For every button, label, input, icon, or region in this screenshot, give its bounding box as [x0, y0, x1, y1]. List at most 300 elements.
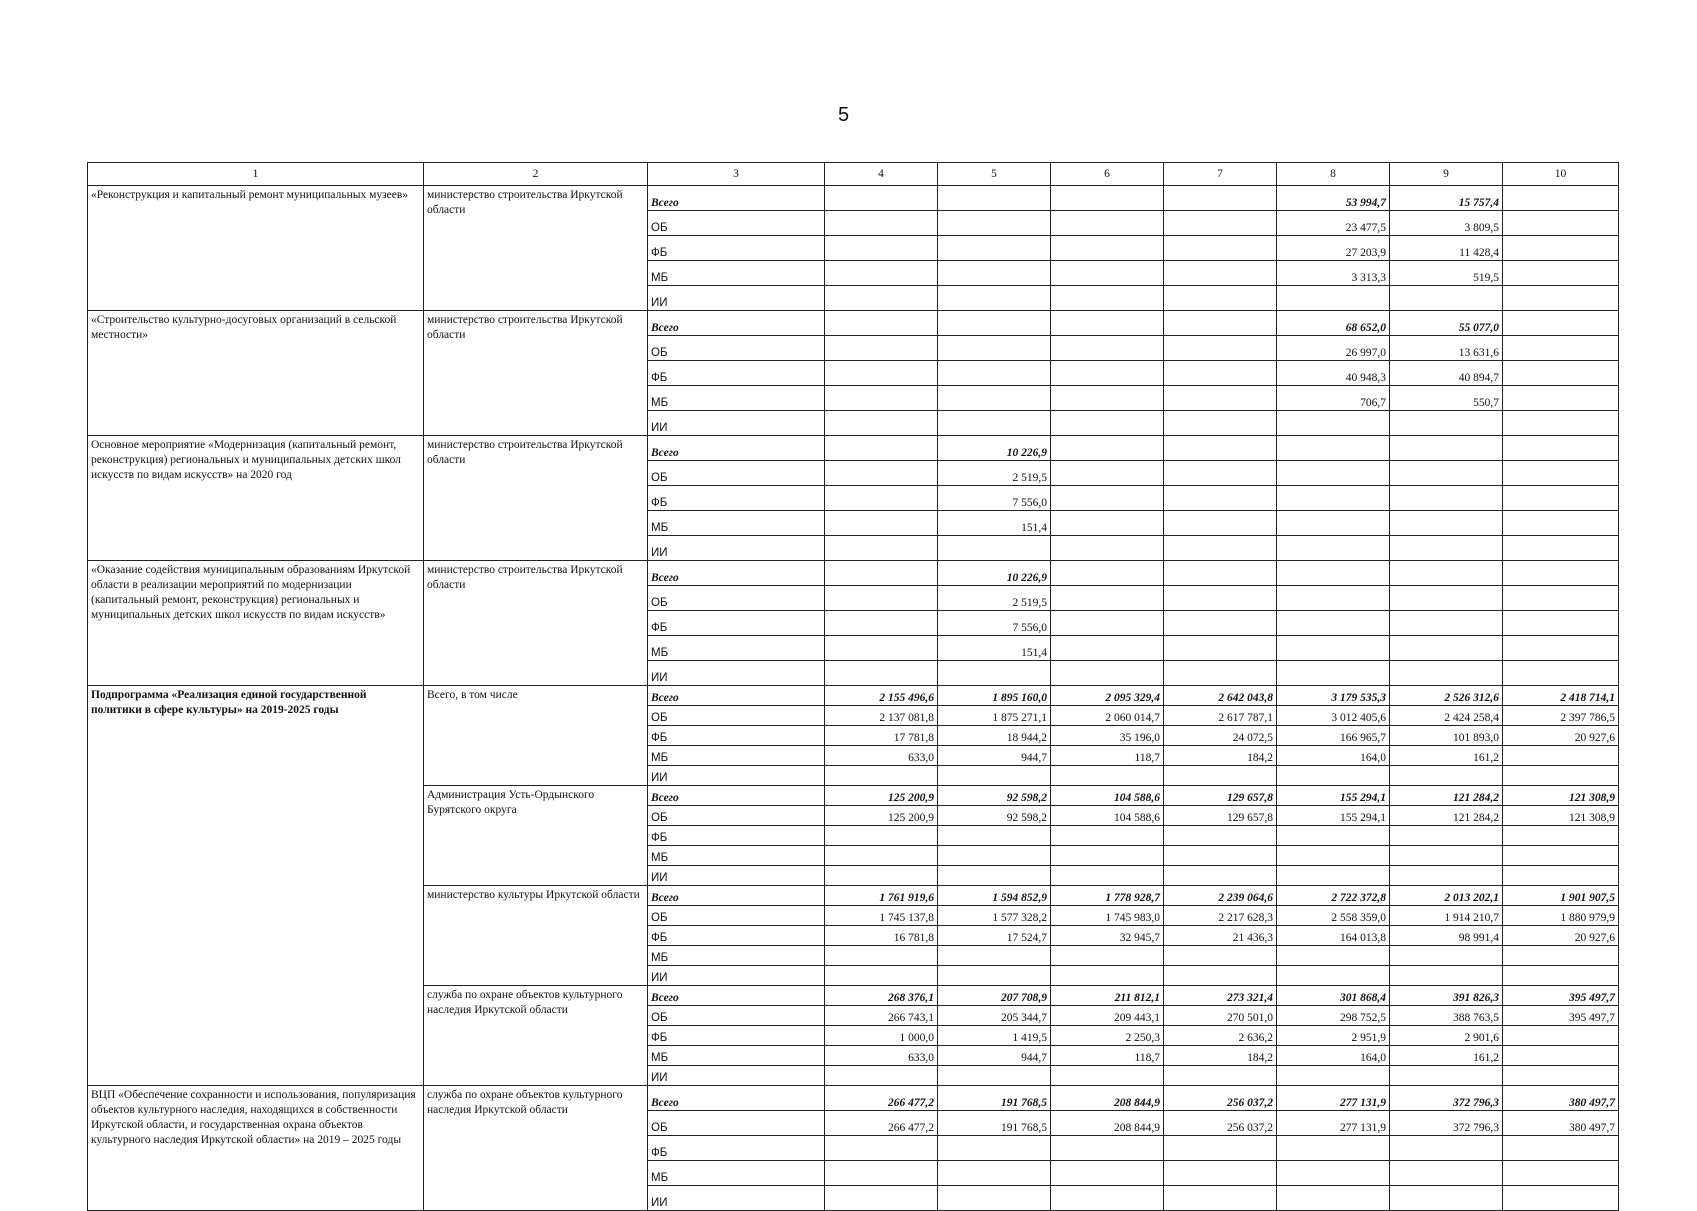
amount-cell: [1503, 1186, 1619, 1211]
amount-cell: [1051, 336, 1164, 361]
page-number: 5: [838, 104, 850, 126]
amount-cell: 211 812,1: [1051, 986, 1164, 1006]
amount-cell: [1503, 386, 1619, 411]
amount-cell: 164,0: [1277, 1046, 1390, 1066]
amount-cell: [938, 186, 1051, 211]
program-name: «Строительство культурно-досуговых организаций в сельской местности»: [88, 311, 424, 436]
amount-cell: 164,0: [1277, 746, 1390, 766]
amount-cell: [1503, 311, 1619, 336]
amount-cell: [1164, 336, 1277, 361]
amount-cell: [1277, 636, 1390, 661]
funding-source: ОБ: [648, 906, 825, 926]
amount-cell: [1051, 766, 1164, 786]
amount-cell: [1503, 636, 1619, 661]
amount-cell: 944,7: [938, 746, 1051, 766]
executor-name: министерство строительства Иркутской области: [424, 436, 648, 561]
amount-cell: [1390, 286, 1503, 311]
amount-cell: [1164, 261, 1277, 286]
amount-cell: 1 880 979,9: [1503, 906, 1619, 926]
amount-cell: [1277, 486, 1390, 511]
amount-cell: [1051, 386, 1164, 411]
column-header: 5: [938, 163, 1051, 186]
amount-cell: 266 477,2: [825, 1086, 938, 1111]
amount-cell: 270 501,0: [1164, 1006, 1277, 1026]
amount-cell: 2 901,6: [1390, 1026, 1503, 1046]
amount-cell: 104 588,6: [1051, 806, 1164, 826]
amount-cell: 125 200,9: [825, 786, 938, 806]
amount-cell: [825, 561, 938, 586]
amount-cell: 68 652,0: [1277, 311, 1390, 336]
funding-source: МБ: [648, 636, 825, 661]
amount-cell: 121 284,2: [1390, 786, 1503, 806]
amount-cell: [1051, 661, 1164, 686]
funding-source: ОБ: [648, 211, 825, 236]
amount-cell: 1 901 907,5: [1503, 886, 1619, 906]
funding-source: ФБ: [648, 826, 825, 846]
amount-cell: [1503, 661, 1619, 686]
amount-cell: [1503, 236, 1619, 261]
amount-cell: [1164, 436, 1277, 461]
amount-cell: 10 226,9: [938, 561, 1051, 586]
amount-cell: 2 217 628,3: [1164, 906, 1277, 926]
amount-cell: [1277, 511, 1390, 536]
amount-cell: [1164, 186, 1277, 211]
amount-cell: [1164, 386, 1277, 411]
amount-cell: [825, 236, 938, 261]
amount-cell: [938, 261, 1051, 286]
program-name: Основное мероприятие «Модернизация (капитальный ремонт, реконструкция) региональных и муниципальных детских школ искусств по видам искусств» на 2020 год: [88, 436, 424, 561]
amount-cell: [1164, 661, 1277, 686]
amount-cell: [1164, 866, 1277, 886]
table-row: [88, 186, 1619, 211]
amount-cell: [1277, 1161, 1390, 1186]
column-header: 2: [424, 163, 648, 186]
amount-cell: [1503, 186, 1619, 211]
amount-cell: [825, 826, 938, 846]
amount-cell: [1051, 286, 1164, 311]
amount-cell: [825, 261, 938, 286]
table-row: [88, 436, 1619, 461]
amount-cell: [1390, 461, 1503, 486]
amount-cell: [1503, 536, 1619, 561]
amount-cell: [825, 336, 938, 361]
program-name: Подпрограмма «Реализация единой государственной политики в сфере культуры» на 2019-2025 годы: [88, 686, 424, 1086]
amount-cell: [1051, 826, 1164, 846]
amount-cell: 2 642 043,8: [1164, 686, 1277, 706]
table-row: [88, 561, 1619, 586]
amount-cell: [1164, 1186, 1277, 1211]
amount-cell: [938, 236, 1051, 261]
amount-cell: [938, 661, 1051, 686]
amount-cell: [1164, 1161, 1277, 1186]
funding-source: ФБ: [648, 486, 825, 511]
amount-cell: [1503, 511, 1619, 536]
amount-cell: 395 497,7: [1503, 1006, 1619, 1026]
amount-cell: 15 757,4: [1390, 186, 1503, 211]
amount-cell: 118,7: [1051, 746, 1164, 766]
amount-cell: [938, 966, 1051, 986]
funding-source: МБ: [648, 846, 825, 866]
amount-cell: 151,4: [938, 636, 1051, 661]
amount-cell: [1277, 766, 1390, 786]
amount-cell: [1051, 511, 1164, 536]
amount-cell: 1 745 137,8: [825, 906, 938, 926]
amount-cell: [1164, 586, 1277, 611]
amount-cell: [938, 386, 1051, 411]
amount-cell: 7 556,0: [938, 486, 1051, 511]
amount-cell: [1164, 946, 1277, 966]
amount-cell: [938, 826, 1051, 846]
amount-cell: [1051, 1066, 1164, 1086]
amount-cell: [1277, 1136, 1390, 1161]
amount-cell: 256 037,2: [1164, 1086, 1277, 1111]
amount-cell: [1390, 511, 1503, 536]
amount-cell: [825, 1066, 938, 1086]
amount-cell: 101 893,0: [1390, 726, 1503, 746]
amount-cell: [1164, 536, 1277, 561]
amount-cell: [1051, 436, 1164, 461]
funding-source: МБ: [648, 746, 825, 766]
executor-name: служба по охране объектов культурного наследия Иркутской области: [424, 986, 648, 1086]
amount-cell: 2 013 202,1: [1390, 886, 1503, 906]
funding-source: ИИ: [648, 661, 825, 686]
amount-cell: [1277, 966, 1390, 986]
amount-cell: 121 308,9: [1503, 806, 1619, 826]
budget-table: [87, 162, 1619, 1211]
amount-cell: [1051, 536, 1164, 561]
amount-cell: 372 796,3: [1390, 1111, 1503, 1136]
funding-source: МБ: [648, 1046, 825, 1066]
amount-cell: 17 781,8: [825, 726, 938, 746]
amount-cell: [1051, 186, 1164, 211]
amount-cell: [1051, 1186, 1164, 1211]
amount-cell: [938, 361, 1051, 386]
amount-cell: 13 631,6: [1390, 336, 1503, 361]
column-header: 1: [88, 163, 424, 186]
amount-cell: [1503, 826, 1619, 846]
executor-name: министерство строительства Иркутской области: [424, 186, 648, 311]
amount-cell: 121 284,2: [1390, 806, 1503, 826]
amount-cell: 395 497,7: [1503, 986, 1619, 1006]
funding-source: ИИ: [648, 1186, 825, 1211]
amount-cell: [825, 536, 938, 561]
amount-cell: [825, 211, 938, 236]
funding-source: ОБ: [648, 1111, 825, 1136]
funding-source: Всего: [648, 311, 825, 336]
amount-cell: [1390, 611, 1503, 636]
amount-cell: [1390, 766, 1503, 786]
amount-cell: [825, 966, 938, 986]
amount-cell: [1164, 611, 1277, 636]
funding-source: Всего: [648, 986, 825, 1006]
amount-cell: [1503, 411, 1619, 436]
amount-cell: [1503, 1026, 1619, 1046]
funding-source: ФБ: [648, 726, 825, 746]
table-row: [88, 686, 1619, 706]
amount-cell: [1503, 946, 1619, 966]
amount-cell: [938, 411, 1051, 436]
amount-cell: 1 594 852,9: [938, 886, 1051, 906]
amount-cell: [825, 661, 938, 686]
amount-cell: 2 519,5: [938, 461, 1051, 486]
amount-cell: [825, 461, 938, 486]
funding-source: ОБ: [648, 461, 825, 486]
amount-cell: [1390, 436, 1503, 461]
amount-cell: 53 994,7: [1277, 186, 1390, 211]
amount-cell: 1 761 919,6: [825, 886, 938, 906]
amount-cell: 1 745 983,0: [1051, 906, 1164, 926]
amount-cell: [1051, 946, 1164, 966]
amount-cell: [1390, 826, 1503, 846]
amount-cell: 3 012 405,6: [1277, 706, 1390, 726]
amount-cell: 298 752,5: [1277, 1006, 1390, 1026]
amount-cell: 1 419,5: [938, 1026, 1051, 1046]
amount-cell: [1051, 586, 1164, 611]
amount-cell: 92 598,2: [938, 806, 1051, 826]
amount-cell: [1164, 211, 1277, 236]
amount-cell: 161,2: [1390, 1046, 1503, 1066]
amount-cell: 633,0: [825, 1046, 938, 1066]
amount-cell: 21 436,3: [1164, 926, 1277, 946]
amount-cell: [1503, 436, 1619, 461]
amount-cell: [825, 386, 938, 411]
amount-cell: [825, 766, 938, 786]
amount-cell: [1390, 536, 1503, 561]
amount-cell: [1164, 966, 1277, 986]
amount-cell: [1503, 766, 1619, 786]
funding-source: Всего: [648, 186, 825, 211]
amount-cell: [1503, 586, 1619, 611]
funding-source: Всего: [648, 786, 825, 806]
column-header: 3: [648, 163, 825, 186]
amount-cell: 17 524,7: [938, 926, 1051, 946]
amount-cell: 380 497,7: [1503, 1086, 1619, 1111]
amount-cell: [825, 846, 938, 866]
amount-cell: [1277, 536, 1390, 561]
amount-cell: 20 927,6: [1503, 726, 1619, 746]
amount-cell: [1164, 636, 1277, 661]
funding-source: Всего: [648, 886, 825, 906]
amount-cell: [1051, 311, 1164, 336]
amount-cell: 2 095 329,4: [1051, 686, 1164, 706]
amount-cell: 380 497,7: [1503, 1111, 1619, 1136]
amount-cell: [825, 586, 938, 611]
amount-cell: 40 894,7: [1390, 361, 1503, 386]
amount-cell: [1390, 411, 1503, 436]
amount-cell: 18 944,2: [938, 726, 1051, 746]
amount-cell: [1390, 586, 1503, 611]
amount-cell: [1164, 561, 1277, 586]
funding-source: ФБ: [648, 611, 825, 636]
amount-cell: 301 868,4: [1277, 986, 1390, 1006]
amount-cell: 161,2: [1390, 746, 1503, 766]
amount-cell: [1390, 561, 1503, 586]
funding-source: ФБ: [648, 1026, 825, 1046]
amount-cell: 155 294,1: [1277, 806, 1390, 826]
funding-source: ОБ: [648, 806, 825, 826]
amount-cell: 706,7: [1277, 386, 1390, 411]
amount-cell: 2 250,3: [1051, 1026, 1164, 1046]
amount-cell: [1390, 846, 1503, 866]
amount-cell: 98 991,4: [1390, 926, 1503, 946]
amount-cell: 266 477,2: [825, 1111, 938, 1136]
amount-cell: 151,4: [938, 511, 1051, 536]
amount-cell: [1277, 1066, 1390, 1086]
amount-cell: [1503, 1046, 1619, 1066]
amount-cell: 20 927,6: [1503, 926, 1619, 946]
amount-cell: 207 708,9: [938, 986, 1051, 1006]
amount-cell: [1051, 1136, 1164, 1161]
funding-source: ФБ: [648, 926, 825, 946]
amount-cell: [1164, 411, 1277, 436]
executor-name: министерство строительства Иркутской области: [424, 311, 648, 436]
amount-cell: [1051, 636, 1164, 661]
amount-cell: [825, 1186, 938, 1211]
amount-cell: [1390, 866, 1503, 886]
amount-cell: [1051, 236, 1164, 261]
amount-cell: 10 226,9: [938, 436, 1051, 461]
amount-cell: [1164, 1136, 1277, 1161]
amount-cell: [1277, 866, 1390, 886]
amount-cell: [938, 1136, 1051, 1161]
amount-cell: [825, 611, 938, 636]
funding-source: ОБ: [648, 336, 825, 361]
amount-cell: [938, 1066, 1051, 1086]
amount-cell: [1503, 966, 1619, 986]
amount-cell: 92 598,2: [938, 786, 1051, 806]
amount-cell: 125 200,9: [825, 806, 938, 826]
amount-cell: [1503, 336, 1619, 361]
amount-cell: [938, 766, 1051, 786]
amount-cell: 3 809,5: [1390, 211, 1503, 236]
amount-cell: [1277, 586, 1390, 611]
table-row: [88, 1086, 1619, 1111]
amount-cell: [1277, 286, 1390, 311]
amount-cell: [938, 1161, 1051, 1186]
amount-cell: 1 895 160,0: [938, 686, 1051, 706]
amount-cell: [1051, 361, 1164, 386]
amount-cell: [1390, 636, 1503, 661]
funding-source: Всего: [648, 561, 825, 586]
amount-cell: [1164, 311, 1277, 336]
amount-cell: 3 313,3: [1277, 261, 1390, 286]
amount-cell: 129 657,8: [1164, 786, 1277, 806]
amount-cell: [1503, 1136, 1619, 1161]
funding-source: Всего: [648, 1086, 825, 1111]
amount-cell: [1277, 946, 1390, 966]
amount-cell: [1390, 1186, 1503, 1211]
amount-cell: 273 321,4: [1164, 986, 1277, 1006]
amount-cell: 268 376,1: [825, 986, 938, 1006]
amount-cell: 40 948,3: [1277, 361, 1390, 386]
amount-cell: 2 424 258,4: [1390, 706, 1503, 726]
amount-cell: 35 196,0: [1051, 726, 1164, 746]
column-header: 7: [1164, 163, 1277, 186]
funding-source: ФБ: [648, 361, 825, 386]
amount-cell: [825, 486, 938, 511]
amount-cell: [825, 636, 938, 661]
funding-source: Всего: [648, 436, 825, 461]
amount-cell: 1 778 928,7: [1051, 886, 1164, 906]
amount-cell: [1051, 411, 1164, 436]
amount-cell: 256 037,2: [1164, 1111, 1277, 1136]
column-header: 8: [1277, 163, 1390, 186]
amount-cell: [1051, 211, 1164, 236]
amount-cell: [1503, 286, 1619, 311]
amount-cell: [1503, 561, 1619, 586]
amount-cell: [938, 311, 1051, 336]
amount-cell: [1051, 966, 1164, 986]
amount-cell: 164 013,8: [1277, 926, 1390, 946]
amount-cell: 104 588,6: [1051, 786, 1164, 806]
column-header: 9: [1390, 163, 1503, 186]
amount-cell: [1277, 661, 1390, 686]
funding-source: МБ: [648, 946, 825, 966]
amount-cell: [1503, 846, 1619, 866]
funding-source: ОБ: [648, 1006, 825, 1026]
amount-cell: [1503, 1066, 1619, 1086]
amount-cell: [1503, 1161, 1619, 1186]
amount-cell: 166 965,7: [1277, 726, 1390, 746]
amount-cell: [1277, 561, 1390, 586]
amount-cell: 23 477,5: [1277, 211, 1390, 236]
amount-cell: [1051, 561, 1164, 586]
amount-cell: [1277, 846, 1390, 866]
amount-cell: [825, 361, 938, 386]
amount-cell: [938, 336, 1051, 361]
amount-cell: 391 826,3: [1390, 986, 1503, 1006]
amount-cell: [1390, 486, 1503, 511]
funding-source: МБ: [648, 1161, 825, 1186]
amount-cell: 55 077,0: [1390, 311, 1503, 336]
amount-cell: 2 722 372,8: [1277, 886, 1390, 906]
amount-cell: 24 072,5: [1164, 726, 1277, 746]
amount-cell: [938, 536, 1051, 561]
amount-cell: [825, 866, 938, 886]
amount-cell: [1503, 486, 1619, 511]
amount-cell: [1164, 846, 1277, 866]
funding-source: ИИ: [648, 536, 825, 561]
funding-source: МБ: [648, 511, 825, 536]
amount-cell: 1 577 328,2: [938, 906, 1051, 926]
header-row: [88, 163, 1619, 186]
amount-cell: [1277, 411, 1390, 436]
amount-cell: [825, 186, 938, 211]
funding-source: ИИ: [648, 766, 825, 786]
amount-cell: 1 875 271,1: [938, 706, 1051, 726]
amount-cell: 26 997,0: [1277, 336, 1390, 361]
amount-cell: [1503, 261, 1619, 286]
amount-cell: [1164, 486, 1277, 511]
amount-cell: 2 418 714,1: [1503, 686, 1619, 706]
funding-source: ОБ: [648, 586, 825, 611]
amount-cell: [1164, 826, 1277, 846]
executor-name: Администрация Усть-Ордынского Бурятского округа: [424, 786, 648, 886]
amount-cell: [938, 946, 1051, 966]
amount-cell: [1390, 661, 1503, 686]
column-header: 6: [1051, 163, 1164, 186]
amount-cell: [1051, 846, 1164, 866]
amount-cell: 266 743,1: [825, 1006, 938, 1026]
amount-cell: 118,7: [1051, 1046, 1164, 1066]
amount-cell: 550,7: [1390, 386, 1503, 411]
executor-name: Всего, в том числе: [424, 686, 648, 786]
amount-cell: 27 203,9: [1277, 236, 1390, 261]
funding-source: ИИ: [648, 286, 825, 311]
amount-cell: [1051, 611, 1164, 636]
executor-name: министерство культуры Иркутской области: [424, 886, 648, 986]
amount-cell: [938, 866, 1051, 886]
